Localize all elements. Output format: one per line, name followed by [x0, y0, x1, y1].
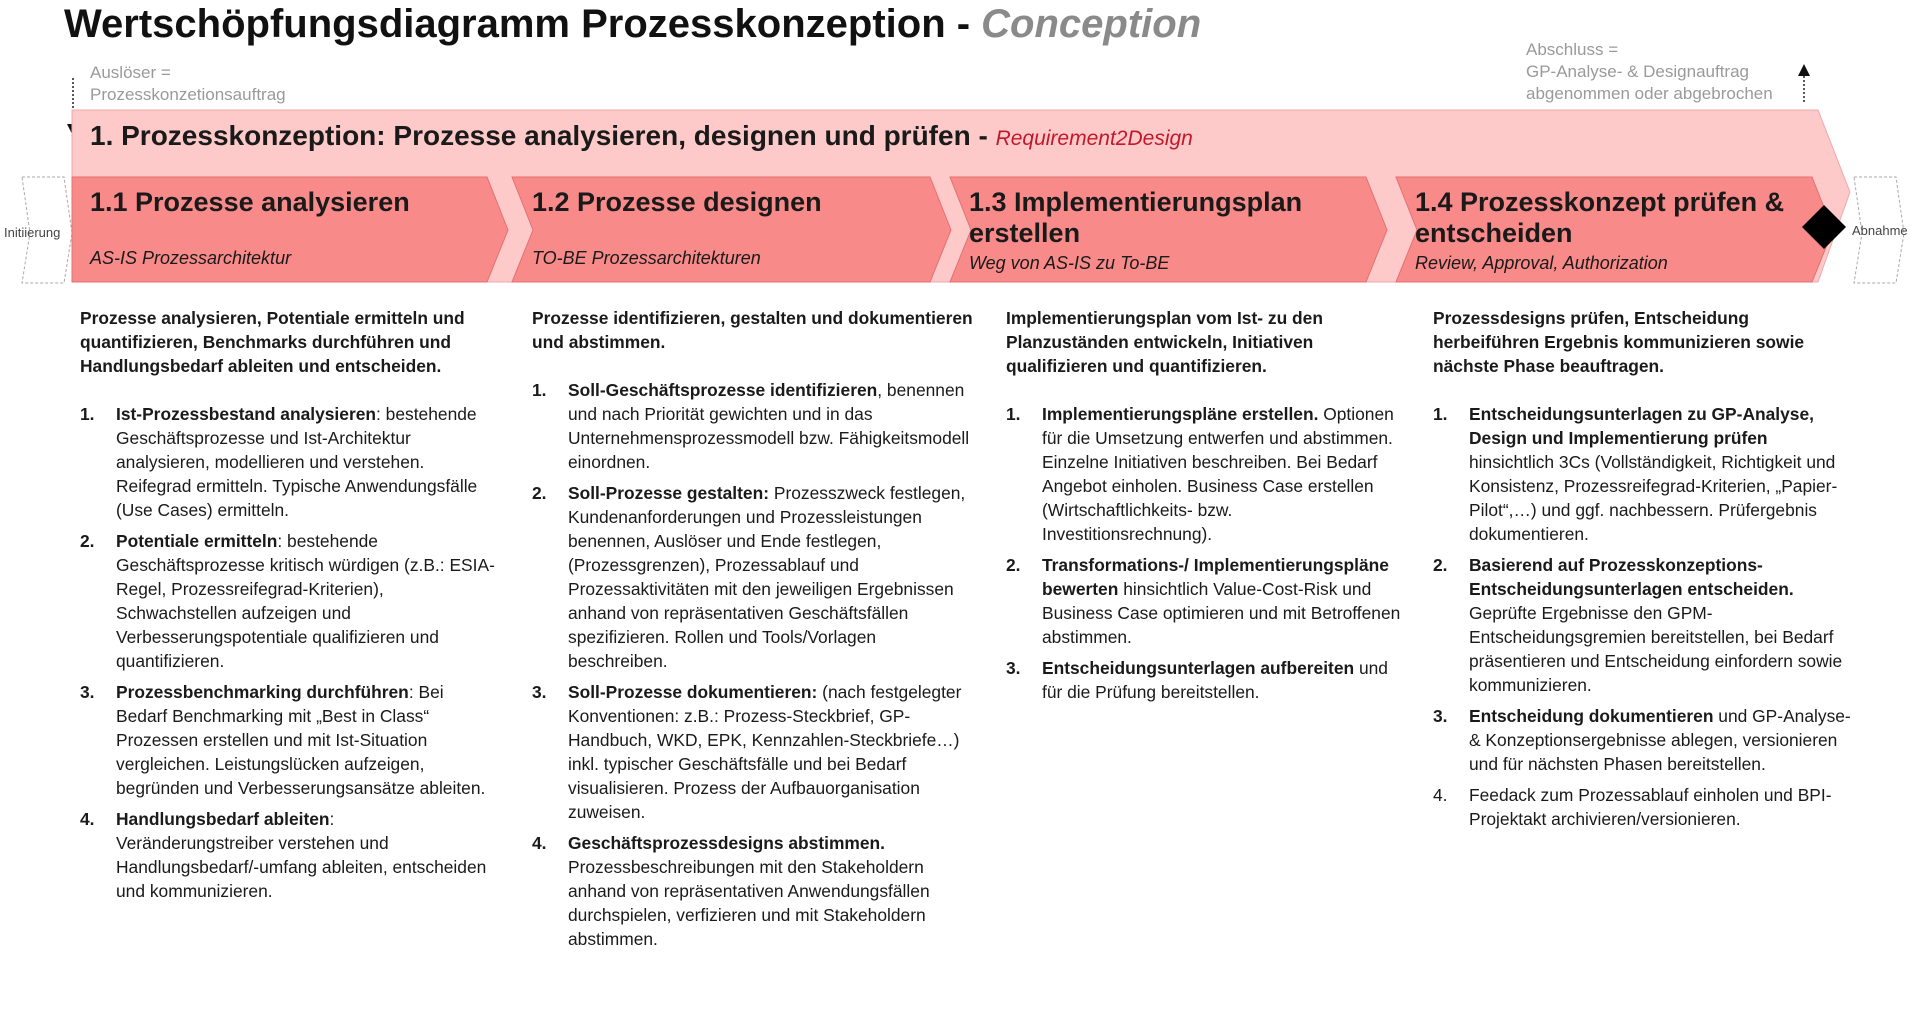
list-item-text: , benennen und nach Priorität gewichten und in das Unternehmensprozessmodell bzw. Fähigkeitsmodell einordnen.	[568, 380, 970, 472]
list-item	[80, 807, 495, 903]
step-2-title: 1.2 Prozesse designen	[532, 187, 822, 217]
list-item-number: 1.	[1006, 404, 1021, 424]
list-item-heading: Handlungsbedarf ableiten	[116, 809, 330, 829]
step-1-subtitle: AS-IS Prozessarchitektur	[90, 248, 292, 268]
list-item	[532, 378, 978, 474]
list-item-number: 3.	[1006, 658, 1021, 678]
list-item-text: hinsichtlich Value-Cost-Risk und Business Case optimieren und mit Betroffenen abstimmen.	[1042, 579, 1401, 647]
list-item-text: Optionen für die Umsetzung entwerfen und abstimmen. Einzelne Initiativen beschreiben. Bei Bedarf Angebot einholen. Business Case erstellen (Wirtschaftlichkeits- bzw. Investitionsrechnung).	[1042, 404, 1394, 544]
list-item-text: Feedack zum Prozessablauf einholen und BPI-Projektakt archivieren/versionieren.	[1469, 785, 1832, 829]
column-1	[80, 306, 495, 910]
list-item-text: Geprüfte Ergebnisse den GPM-Entscheidungsgremien bereitstellen, bei Bedarf präsentieren und Entscheidung einfordern sowie kommunizieren.	[1469, 603, 1843, 695]
list-item-number: 4.	[80, 809, 95, 829]
list-item-heading: Potentiale ermitteln	[116, 531, 278, 551]
step-3-subtitle: Weg von AS-IS zu To-BE	[969, 253, 1170, 273]
list-item	[1433, 783, 1853, 831]
list-item	[532, 481, 978, 673]
list-item-number: 4.	[532, 833, 547, 853]
trigger-note-line1: Auslöser =	[90, 63, 171, 82]
list-item-heading: Soll-Prozesse dokumentieren:	[568, 682, 818, 702]
column-intro: Prozessdesigns prüfen, Entscheidung herbeiführen Ergebnis kommunizieren sowie nächste Phase beauftragen.	[1433, 308, 1805, 376]
step-4-subtitle: Review, Approval, Authorization	[1415, 253, 1668, 273]
phase-subtitle: Requirement2Design	[995, 127, 1193, 150]
end-note-line1: Abschluss =	[1526, 40, 1619, 59]
list-item-number: 3.	[1433, 706, 1448, 726]
column-4	[1433, 306, 1853, 838]
list-item-heading: Entscheidungsunterlagen zu GP-Analyse, Design und Implementierung prüfen	[1469, 404, 1814, 448]
step-list	[532, 378, 978, 951]
list-item-text: : bestehende Geschäftsprozesse kritisch würdigen (z.B.: ESIA-Regel, Prozessreifegrad-Kriterien), Schwachstellen aufzeigen und Verbesserungspotentiale qualifizieren und quantifizieren.	[116, 531, 495, 671]
list-item-heading: Prozessbenchmarking durchführen	[116, 682, 409, 702]
step-list	[80, 402, 495, 903]
list-item-heading: Implementierungspläne erstellen.	[1042, 404, 1319, 424]
list-item-number: 2.	[1006, 555, 1021, 575]
end-note-line2: GP-Analyse- & Designauftrag	[1526, 62, 1749, 81]
step-1-title: 1.1 Prozesse analysieren	[90, 187, 410, 217]
step-list	[1433, 402, 1853, 831]
phase-title-main: 1. Prozesskonzeption: Prozesse analysieren, designen und prüfen -	[90, 120, 996, 151]
list-item-number: 3.	[80, 682, 95, 702]
list-item-number: 1.	[1433, 404, 1448, 424]
trigger-note-line2: Prozesskonzetionsauftrag	[90, 85, 286, 104]
list-item-number: 1.	[532, 380, 547, 400]
list-item	[80, 402, 495, 522]
list-item-number: 2.	[532, 483, 547, 503]
step-list	[1006, 402, 1406, 704]
list-item-text: und für die Prüfung bereitstellen.	[1042, 658, 1388, 702]
phase-title	[90, 120, 1193, 152]
list-item-number: 2.	[80, 531, 95, 551]
list-item	[80, 680, 495, 800]
list-item	[80, 529, 495, 673]
list-item-heading: Basierend auf Prozesskonzeptions-Entscheidungsunterlagen entscheiden.	[1469, 555, 1794, 599]
list-item-heading: Soll-Geschäftsprozesse identifizieren	[568, 380, 878, 400]
step-4-title: 1.4 Prozesskonzept prüfen & entscheiden	[1415, 187, 1785, 248]
list-item-number: 1.	[80, 404, 95, 424]
list-item-text: : Bei Bedarf Benchmarking mit „Best in Class“ Prozessen erstellen und mit Ist-Situation vergleichen. Leistungslücken aufzeigen, begründen und Verbesserungsansätze ableiten.	[116, 682, 486, 798]
list-item	[1006, 402, 1406, 546]
list-item-heading: Transformations-/ Implementierungspläne bewerten	[1042, 555, 1389, 599]
list-item	[532, 680, 978, 824]
list-item	[532, 831, 978, 951]
step-2-subtitle: TO-BE Prozessarchitekturen	[532, 248, 761, 268]
column-intro: Prozesse analysieren, Potentiale ermitteln und quantifizieren, Benchmarks durchführen und Handlungsbedarf ableiten und entscheiden.	[80, 308, 465, 376]
title-main: Wertschöpfungsdiagramm Prozesskonzeption -	[64, 2, 982, 46]
list-item-heading: Soll-Prozesse gestalten:	[568, 483, 770, 503]
list-item	[1006, 553, 1406, 649]
list-item-text: Prozessbeschreibungen mit den Stakeholdern anhand von repräsentativen Anwendungsfällen durchspielen, verfizieren und mit Stakeholdern abstimmen.	[568, 857, 930, 949]
list-item-number: 3.	[532, 682, 547, 702]
list-item	[1433, 402, 1853, 546]
side-label-left: Initiierung	[4, 225, 61, 240]
list-item-text: : bestehende Geschäftsprozesse und Ist-Architektur analysieren, modellieren und verstehen. Reifegrad ermitteln. Typische Anwendungsfälle (Use Cases) ermitteln.	[116, 404, 478, 520]
list-item-heading: Ist-Prozessbestand analysieren	[116, 404, 377, 424]
list-item-text: hinsichtlich 3Cs (Vollständigkeit, Richtigkeit und Konsistenz, Prozessreifegrad-Kriterien, „Papier-Pilot“,…) und ggf. nachbessern. Prüfergebnis dokumentieren.	[1469, 452, 1838, 544]
list-item-number: 4.	[1433, 785, 1448, 805]
list-item	[1433, 704, 1853, 776]
list-item-heading: Entscheidung dokumentieren	[1469, 706, 1714, 726]
end-note-line3: abgenommen oder abgebrochen	[1526, 84, 1773, 103]
end-arrowhead	[1798, 64, 1810, 76]
column-3	[1006, 306, 1406, 711]
list-item-number: 2.	[1433, 555, 1448, 575]
list-item-text: Prozesszweck festlegen, Kundenanforderungen und Prozessleistungen benennen, Auslöser und Ende festlegen, (Prozessgrenzen), Prozessablauf und Prozessaktivitäten mit den jeweiligen Ergebnissen anhand von repräsentativen Geschäftsfällen spezifizieren. Rollen und Tools/Vorlagen beschreiben.	[568, 483, 966, 671]
list-item-heading: Geschäftsprozessdesigns abstimmen.	[568, 833, 886, 853]
list-item-text: (nach festgelegter Konventionen: z.B.: Prozess-Steckbrief, GP-Handbuch, WKD, EPK, Kennzahlen-Steckbriefe…) inkl. typischer Geschäftsfälle und bei Bedarf visualisieren. Prozess der Aufbauorganisation zuweisen.	[568, 682, 962, 822]
column-intro: Implementierungsplan vom Ist- zu den Planzuständen entwickeln, Initiativen qualifizieren und quantifizieren.	[1006, 308, 1323, 376]
side-label-right: Abnahme	[1852, 223, 1908, 238]
column-intro: Prozesse identifizieren, gestalten und dokumentieren und abstimmen.	[532, 308, 973, 352]
list-item	[1006, 656, 1406, 704]
step-3-title: 1.3 Implementierungsplan erstellen	[969, 187, 1303, 248]
list-item-heading: Entscheidungsunterlagen aufbereiten	[1042, 658, 1355, 678]
title-subtitle: Conception	[981, 2, 1202, 46]
list-item-text: : Veränderungstreiber verstehen und Handlungsbedarf/-umfang ableiten, entscheiden und kommunizieren.	[116, 809, 487, 901]
column-2	[532, 306, 978, 958]
list-item	[1433, 553, 1853, 697]
list-item-text: und GP-Analyse- & Konzeptionsergebnisse ablegen, versionieren und für nächsten Phasen bereitstellen.	[1469, 706, 1851, 774]
